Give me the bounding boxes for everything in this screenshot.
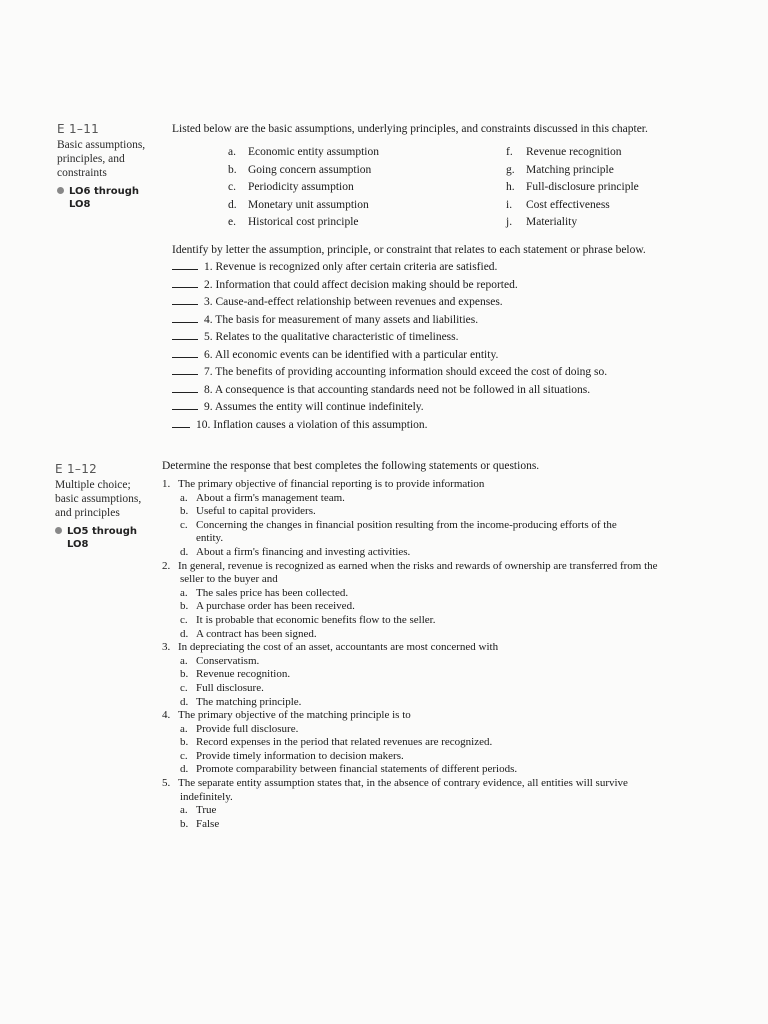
statement: 8. A consequence is that accounting standards need not be followed in all situations. bbox=[172, 382, 607, 400]
choice[interactable]: c. Provide timely information to decision makers. bbox=[180, 749, 404, 762]
question: 5. The separate entity assumption states that, in the absence of contrary evidence, all entities will survive bbox=[162, 777, 628, 790]
statement: 6. All economic events can be identified with a particular entity. bbox=[172, 347, 607, 365]
question: 4. The primary objective of the matching principle is to bbox=[162, 709, 411, 722]
statement-list bbox=[172, 259, 607, 434]
answer-blank[interactable] bbox=[172, 277, 198, 288]
choice[interactable]: a. The sales price has been collected. bbox=[180, 586, 349, 599]
lo-text: LO5 through bbox=[67, 526, 138, 537]
multiple-choice-list bbox=[162, 478, 658, 831]
exercise-title-line: constraints bbox=[57, 167, 107, 179]
options-left bbox=[228, 144, 379, 232]
exercise-title-line: principles, and bbox=[57, 153, 125, 165]
statement: 10. Inflation causes a violation of this assumption. bbox=[172, 417, 607, 435]
choice[interactable]: c. Full disclosure. bbox=[180, 681, 264, 694]
answer-blank[interactable] bbox=[172, 417, 190, 428]
option: j. Materiality bbox=[506, 216, 578, 228]
learning-objective bbox=[55, 525, 160, 551]
e112-sidebar bbox=[55, 462, 160, 551]
choice[interactable]: d. About a firm's financing and investing activities. bbox=[180, 545, 411, 558]
choice[interactable]: a. True bbox=[180, 804, 217, 817]
statement: 4. The basis for measurement of many assets and liabilities. bbox=[172, 312, 607, 330]
answer-blank[interactable] bbox=[172, 364, 198, 375]
option: h. Full-disclosure principle bbox=[506, 181, 639, 193]
option: i. Cost effectiveness bbox=[506, 198, 610, 211]
options-right bbox=[506, 144, 639, 232]
learning-objective bbox=[57, 185, 162, 211]
option: b. Going concern assumption bbox=[228, 163, 372, 176]
lo-text: LO8 bbox=[69, 199, 91, 210]
exercise-title-line: Basic assumptions, bbox=[57, 139, 146, 151]
exercise-title-line: and principles bbox=[55, 507, 120, 519]
option: f. Revenue recognition bbox=[506, 146, 622, 158]
answer-blank[interactable] bbox=[172, 294, 198, 305]
question: 1. The primary objective of financial reporting is to provide information bbox=[162, 478, 485, 490]
e111-instruction: Identify by letter the assumption, principle, or constraint that relates to each statement or phrase below. bbox=[172, 244, 646, 256]
answer-blank[interactable] bbox=[172, 347, 198, 358]
choice[interactable]: b. Record expenses in the period that related revenues are recognized. bbox=[180, 736, 493, 749]
exercise-number: E 1–12 bbox=[55, 462, 98, 476]
option: d. Monetary unit assumption bbox=[228, 198, 369, 211]
exercise-title-line: Multiple choice; bbox=[55, 479, 131, 491]
choice[interactable]: a. About a firm's management team. bbox=[180, 491, 345, 504]
option: a. Economic entity assumption bbox=[228, 146, 379, 158]
statement: 9. Assumes the entity will continue indefinitely. bbox=[172, 399, 607, 417]
answer-blank[interactable] bbox=[172, 329, 198, 340]
choice[interactable]: b. A purchase order has been received. bbox=[180, 600, 355, 613]
answer-blank[interactable] bbox=[172, 382, 198, 393]
choice[interactable]: a. Provide full disclosure. bbox=[180, 722, 299, 735]
statement: 5. Relates to the qualitative characteristic of timeliness. bbox=[172, 329, 607, 347]
statement: 3. Cause-and-effect relationship between revenues and expenses. bbox=[172, 294, 607, 312]
choice[interactable]: d. Promote comparability between financial statements of different periods. bbox=[180, 763, 518, 776]
option: c. Periodicity assumption bbox=[228, 181, 354, 193]
answer-blank[interactable] bbox=[172, 259, 198, 270]
exercise-number: E 1–11 bbox=[57, 122, 100, 136]
bullet-icon bbox=[55, 527, 62, 534]
e111-sidebar bbox=[57, 122, 162, 211]
statement: 7. The benefits of providing accounting information should exceed the cost of doing so. bbox=[172, 364, 607, 382]
answer-blank[interactable] bbox=[172, 312, 198, 323]
choice[interactable]: d. A contract has been signed. bbox=[180, 627, 317, 640]
option: g. Matching principle bbox=[506, 163, 614, 176]
question: 2. In general, revenue is recognized as earned when the risks and rewards of ownership are transferred from the bbox=[162, 559, 658, 572]
choice[interactable]: a. Conservatism. bbox=[180, 654, 260, 667]
choice[interactable]: c. It is probable that economic benefits flow to the seller. bbox=[180, 613, 436, 626]
lo-text: LO6 through bbox=[69, 186, 140, 197]
bullet-icon bbox=[57, 187, 64, 194]
choice[interactable]: b. Useful to capital providers. bbox=[180, 505, 316, 518]
choice[interactable]: b. Revenue recognition. bbox=[180, 668, 291, 681]
question: 3. In depreciating the cost of an asset, accountants are most concerned with bbox=[162, 641, 499, 654]
e111-intro: Listed below are the basic assumptions, underlying principles, and constraints discussed in this chapter. bbox=[172, 123, 648, 135]
statement: 2. Information that could affect decision making should be reported. bbox=[172, 277, 607, 295]
choice[interactable]: c. Concerning the changes in financial position resulting from the income-producing efforts of the bbox=[180, 518, 617, 531]
statement: 1. Revenue is recognized only after certain criteria are satisfied. bbox=[172, 259, 607, 277]
e112-intro: Determine the response that best completes the following statements or questions. bbox=[162, 460, 540, 472]
choice-continued: entity. bbox=[196, 532, 224, 545]
choice[interactable]: b. False bbox=[180, 817, 220, 830]
option: e. Historical cost principle bbox=[228, 216, 359, 228]
exercise-title-line: basic assumptions, bbox=[55, 493, 142, 505]
question-continued: indefinitely. bbox=[180, 790, 233, 803]
question-continued: seller to the buyer and bbox=[180, 573, 278, 586]
choice[interactable]: d. The matching principle. bbox=[180, 695, 302, 708]
answer-blank[interactable] bbox=[172, 399, 198, 410]
lo-text: LO8 bbox=[67, 539, 89, 550]
